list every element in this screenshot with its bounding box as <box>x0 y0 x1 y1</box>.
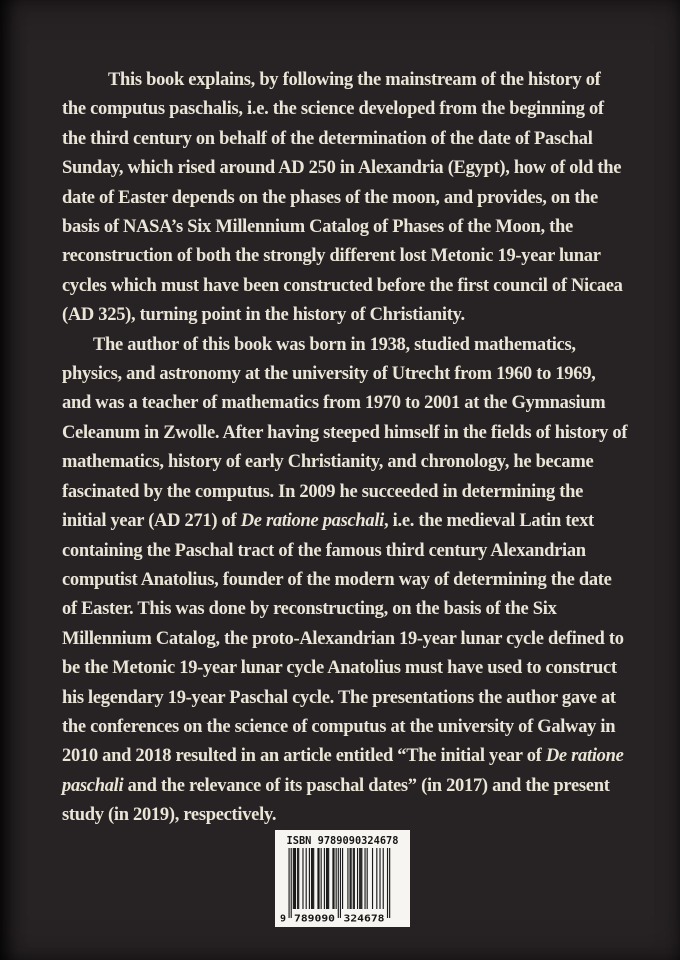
barcode-bar <box>298 848 299 909</box>
barcode-bar <box>318 848 319 909</box>
barcode-bar <box>361 848 362 909</box>
barcode-bar <box>312 848 313 909</box>
barcode-bar <box>340 848 341 918</box>
isbn-barcode <box>275 830 410 927</box>
barcode-bar <box>324 848 325 909</box>
book-title-de-ratione-paschali: De ratione paschali <box>240 511 385 532</box>
barcode-bar <box>349 848 350 909</box>
barcode-bar <box>328 848 329 909</box>
ean-first-digit: 9 <box>280 913 287 925</box>
barcode-bar <box>359 848 360 909</box>
barcode-bar <box>332 848 333 909</box>
barcode-bar <box>354 848 355 909</box>
barcode-bar <box>353 848 354 909</box>
barcode-bar <box>357 848 358 909</box>
blurb-paragraph-1: This book explains, by following the mainstream of the history of the computus paschalis, i.e. the science developed from the beginning of the third century on behalf of the determination of the date of Paschal Sunday, which rised around AD 250 in Alexandria (Egypt), how of old the date of Easter depends on the phases of the moon, and provides, on the basis of NASA’s Six Millennium Catalog of Phases of the Moon, the reconstruction of both the strongly different lost Metonic 19-year lunar cycles which must have been constructed before the first council of Nicaea (AD 325), turning point in the history of Christianity. <box>62 70 623 326</box>
barcode-bar <box>289 848 290 918</box>
barcode-bar <box>326 848 327 909</box>
barcode-bar <box>317 848 318 909</box>
barcode-bar <box>360 848 361 909</box>
barcode-bar <box>336 848 337 909</box>
blurb-text-block <box>62 66 628 831</box>
barcode-bar <box>372 848 373 909</box>
barcode-bar <box>342 848 343 909</box>
barcode-bar <box>297 848 298 909</box>
blurb-p2-segment-1: The author of this book was born in 1938, studied mathematics, physics, and astronomy at the university of Utrecht from 1960 to 1969, and was a teacher of mathematics from 1970 to 2001 at the Gymnasium Celeanum in Zwolle. After having steeped himself in the fields of history of mathematics, history of early Christianity, and chronology, he became fascinated by the computus. In 2009 he succeeded in determining the initial year (AD 271) of <box>62 334 628 532</box>
barcode-bar <box>379 848 380 909</box>
barcode-bar <box>293 848 294 909</box>
barcode-bar <box>309 848 310 909</box>
barcode-bar <box>347 848 348 909</box>
blurb-p2-segment-2: , i.e. the medieval Latin text containing the Paschal tract of the famous third century Alexandrian computist Anatolius, founder of the modern way of determining the date of Easter. This was done by reconstructing, on the basis of the Six Millennium Catalog, the proto-Alexandrian 19-year lunar cycle defined to be the Metonic 19-year lunar cycle Anatolius must have used to construct his legendary 19-year Paschal cycle. The presentations the author gave at the conferences on the science of computus at the university of Galway in 2010 and 2018 resulted in an article entitled “The initial year of <box>62 511 624 767</box>
barcode-bar <box>291 848 292 918</box>
barcode-bar <box>306 848 307 909</box>
barcode-bar <box>295 848 296 909</box>
barcode-bar <box>367 848 368 909</box>
barcode-bar <box>294 848 295 909</box>
barcode-bar <box>311 848 312 909</box>
barcode-bar <box>387 848 388 918</box>
barcode-bar <box>364 848 365 909</box>
barcode-bar <box>302 848 303 909</box>
barcode-bar <box>389 848 390 918</box>
ean-digit-group-1: 789090 <box>294 913 335 925</box>
barcode-bar <box>351 848 352 909</box>
blurb-paragraph-2 <box>62 331 628 831</box>
barcode-bar <box>321 848 322 909</box>
barcode-bar <box>327 848 328 909</box>
isbn-number-label: ISBN 9789090324678 <box>286 835 399 847</box>
barcode-bar <box>383 848 384 909</box>
book-title-de-ratione-paschali-2: De ratione paschali <box>62 746 624 796</box>
barcode-bar <box>376 848 377 909</box>
isbn-barcode-svg <box>275 830 410 927</box>
barcode-bar <box>313 848 314 909</box>
barcode-bar <box>333 848 334 909</box>
blurb-p2-segment-3: and the relevance of its paschal dates” (in 2017) and the present study (in 2019), respectively. <box>62 775 610 826</box>
barcode-bar <box>338 848 339 918</box>
ean-digit-group-2: 324678 <box>343 913 385 925</box>
